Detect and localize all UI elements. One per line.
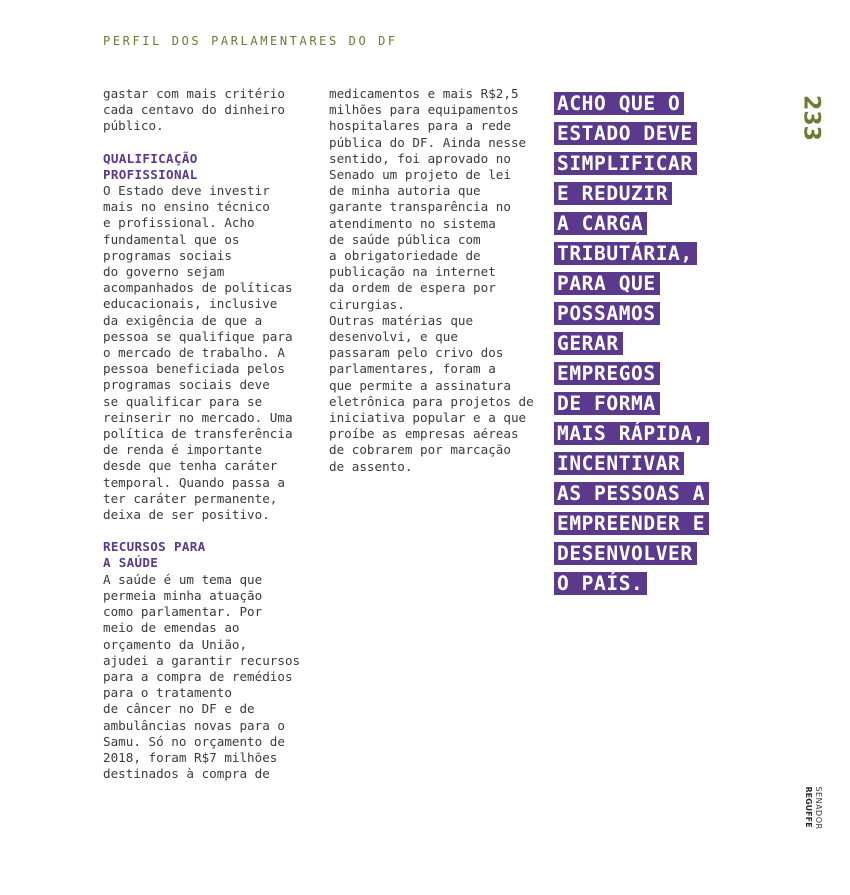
section-saude [103, 539, 313, 782]
text-column-middle [329, 86, 539, 475]
pull-quote-line: TRIBUTÁRIA, [554, 242, 697, 265]
side-label-title: SENADOR [814, 786, 823, 830]
pull-quote-line: DESENVOLVER [554, 542, 697, 565]
text-line: cada centavo do dinheiro [103, 102, 285, 118]
pull-quote-line: DE FORMA [554, 392, 660, 415]
section-heading: PROFISSIONAL [103, 166, 198, 182]
text-line: ajudei a garantir recursos [103, 652, 301, 668]
text-line: orçamento da União, [103, 636, 248, 652]
pull-quote-line: EMPREENDER E [554, 512, 709, 535]
text-line: eletrônica para projetos de [329, 393, 534, 409]
text-line: para o tratamento [103, 685, 232, 701]
pull-quote-line: GERAR [554, 332, 623, 355]
text-line: da ordem de espera por [329, 280, 496, 296]
text-line: temporal. Quando passa a [103, 474, 285, 490]
text-line: política de transferência [103, 426, 293, 442]
text-column-left [103, 86, 313, 782]
pull-quote-line: INCENTIVAR [554, 452, 684, 475]
section-heading: RECURSOS PARA [103, 539, 206, 555]
text-line: pessoa beneficiada pelos [103, 361, 285, 377]
intro-paragraph [103, 86, 313, 135]
section-heading: QUALIFICAÇÃO [103, 150, 198, 166]
text-line: Outras matérias que [329, 312, 474, 328]
page-number [796, 88, 826, 148]
pull-quote-line: O PAÍS. [554, 572, 647, 595]
pull-quote-line: ESTADO DEVE [554, 122, 697, 145]
page-number-text: 233 [798, 95, 824, 141]
text-line: e profissional. Acho [103, 215, 255, 231]
text-line: do governo sejam [103, 264, 225, 280]
text-line: desde que tenha caráter [103, 458, 278, 474]
text-line: destinados à compra de [103, 766, 270, 782]
text-line: parlamentares, foram a [329, 361, 496, 377]
text-line: atendimento no sistema [329, 215, 496, 231]
text-line: que permite a assinatura [329, 377, 511, 393]
text-line: medicamentos e mais R$2,5 [329, 86, 519, 101]
text-line: hospitalares para a rede [329, 118, 511, 134]
text-line: como parlamentar. Por [103, 604, 263, 620]
text-line: milhões para equipamentos [329, 102, 519, 118]
text-line: Samu. Só no orçamento de [103, 733, 285, 749]
text-line: deixa de ser positivo. [103, 507, 270, 523]
section-qualificacao [103, 151, 313, 524]
text-line: programas sociais deve [103, 377, 270, 393]
text-line: o mercado de trabalho. A [103, 345, 285, 361]
text-line: ambulâncias novas para o [103, 717, 285, 733]
text-line: 2018, foram R$7 milhões [103, 749, 278, 765]
pull-quote-line: E REDUZIR [554, 182, 672, 205]
text-line: de saúde pública com [329, 231, 481, 247]
pull-quote-line: ACHO QUE O [554, 92, 684, 115]
pull-quote-line: AS PESSOAS A [554, 482, 709, 505]
text-line: se qualificar para se [103, 393, 263, 409]
text-line: da exigência de que a [103, 312, 263, 328]
text-line: programas sociais [103, 247, 232, 263]
section-heading: A SAÚDE [103, 555, 159, 571]
text-line: público. [103, 118, 164, 134]
text-line: de renda é importante [103, 442, 263, 458]
text-line: de minha autoria que [329, 183, 481, 199]
running-header: PERFIL DOS PARLAMENTARES DO DF [103, 34, 398, 48]
text-line: A saúde é um tema que [103, 571, 263, 587]
pull-quote-line: EMPREGOS [554, 362, 660, 385]
side-label [796, 782, 830, 834]
text-line: ter caráter permanente, [103, 490, 278, 506]
text-line: O Estado deve investir [103, 183, 270, 199]
text-line: Senado um projeto de lei [329, 167, 511, 183]
text-line: mais no ensino técnico [103, 199, 270, 215]
text-line: gastar com mais critério [103, 86, 285, 101]
text-line: meio de emendas ao [103, 620, 240, 636]
text-line: para a compra de remédios [103, 668, 293, 684]
pull-quote-line: MAIS RÁPIDA, [554, 422, 709, 445]
text-line: publicação na internet [329, 264, 496, 280]
text-line: pessoa se qualifique para [103, 328, 293, 344]
text-line: de cobrarem por marcação [329, 442, 511, 458]
text-line: proíbe as empresas aéreas [329, 426, 519, 442]
text-line: permeia minha atuação [103, 587, 263, 603]
text-line: desenvolvi, e que [329, 329, 458, 345]
text-line: de assento. [329, 458, 413, 474]
text-line: acompanhados de políticas [103, 280, 293, 296]
text-line: garante transparência no [329, 199, 511, 215]
pull-quote-line: SIMPLIFICAR [554, 152, 697, 175]
text-line: educacionais, inclusive [103, 296, 278, 312]
pull-quote-line: POSSAMOS [554, 302, 660, 325]
text-line: passaram pelo crivo dos [329, 345, 504, 361]
text-line: a obrigatoriedade de [329, 248, 481, 264]
pull-quote-line: PARA QUE [554, 272, 660, 295]
side-label-name: REGUFFE [804, 786, 813, 828]
text-line: fundamental que os [103, 231, 240, 247]
text-line: de câncer no DF e de [103, 701, 255, 717]
text-line: reinserir no mercado. Uma [103, 409, 293, 425]
pull-quote [554, 92, 794, 602]
text-line: cirurgias. [329, 296, 405, 312]
text-line: pública do DF. Ainda nesse [329, 134, 527, 150]
pull-quote-line: A CARGA [554, 212, 647, 235]
text-line: sentido, foi aprovado no [329, 150, 511, 166]
text-line: iniciativa popular e a que [329, 410, 527, 426]
